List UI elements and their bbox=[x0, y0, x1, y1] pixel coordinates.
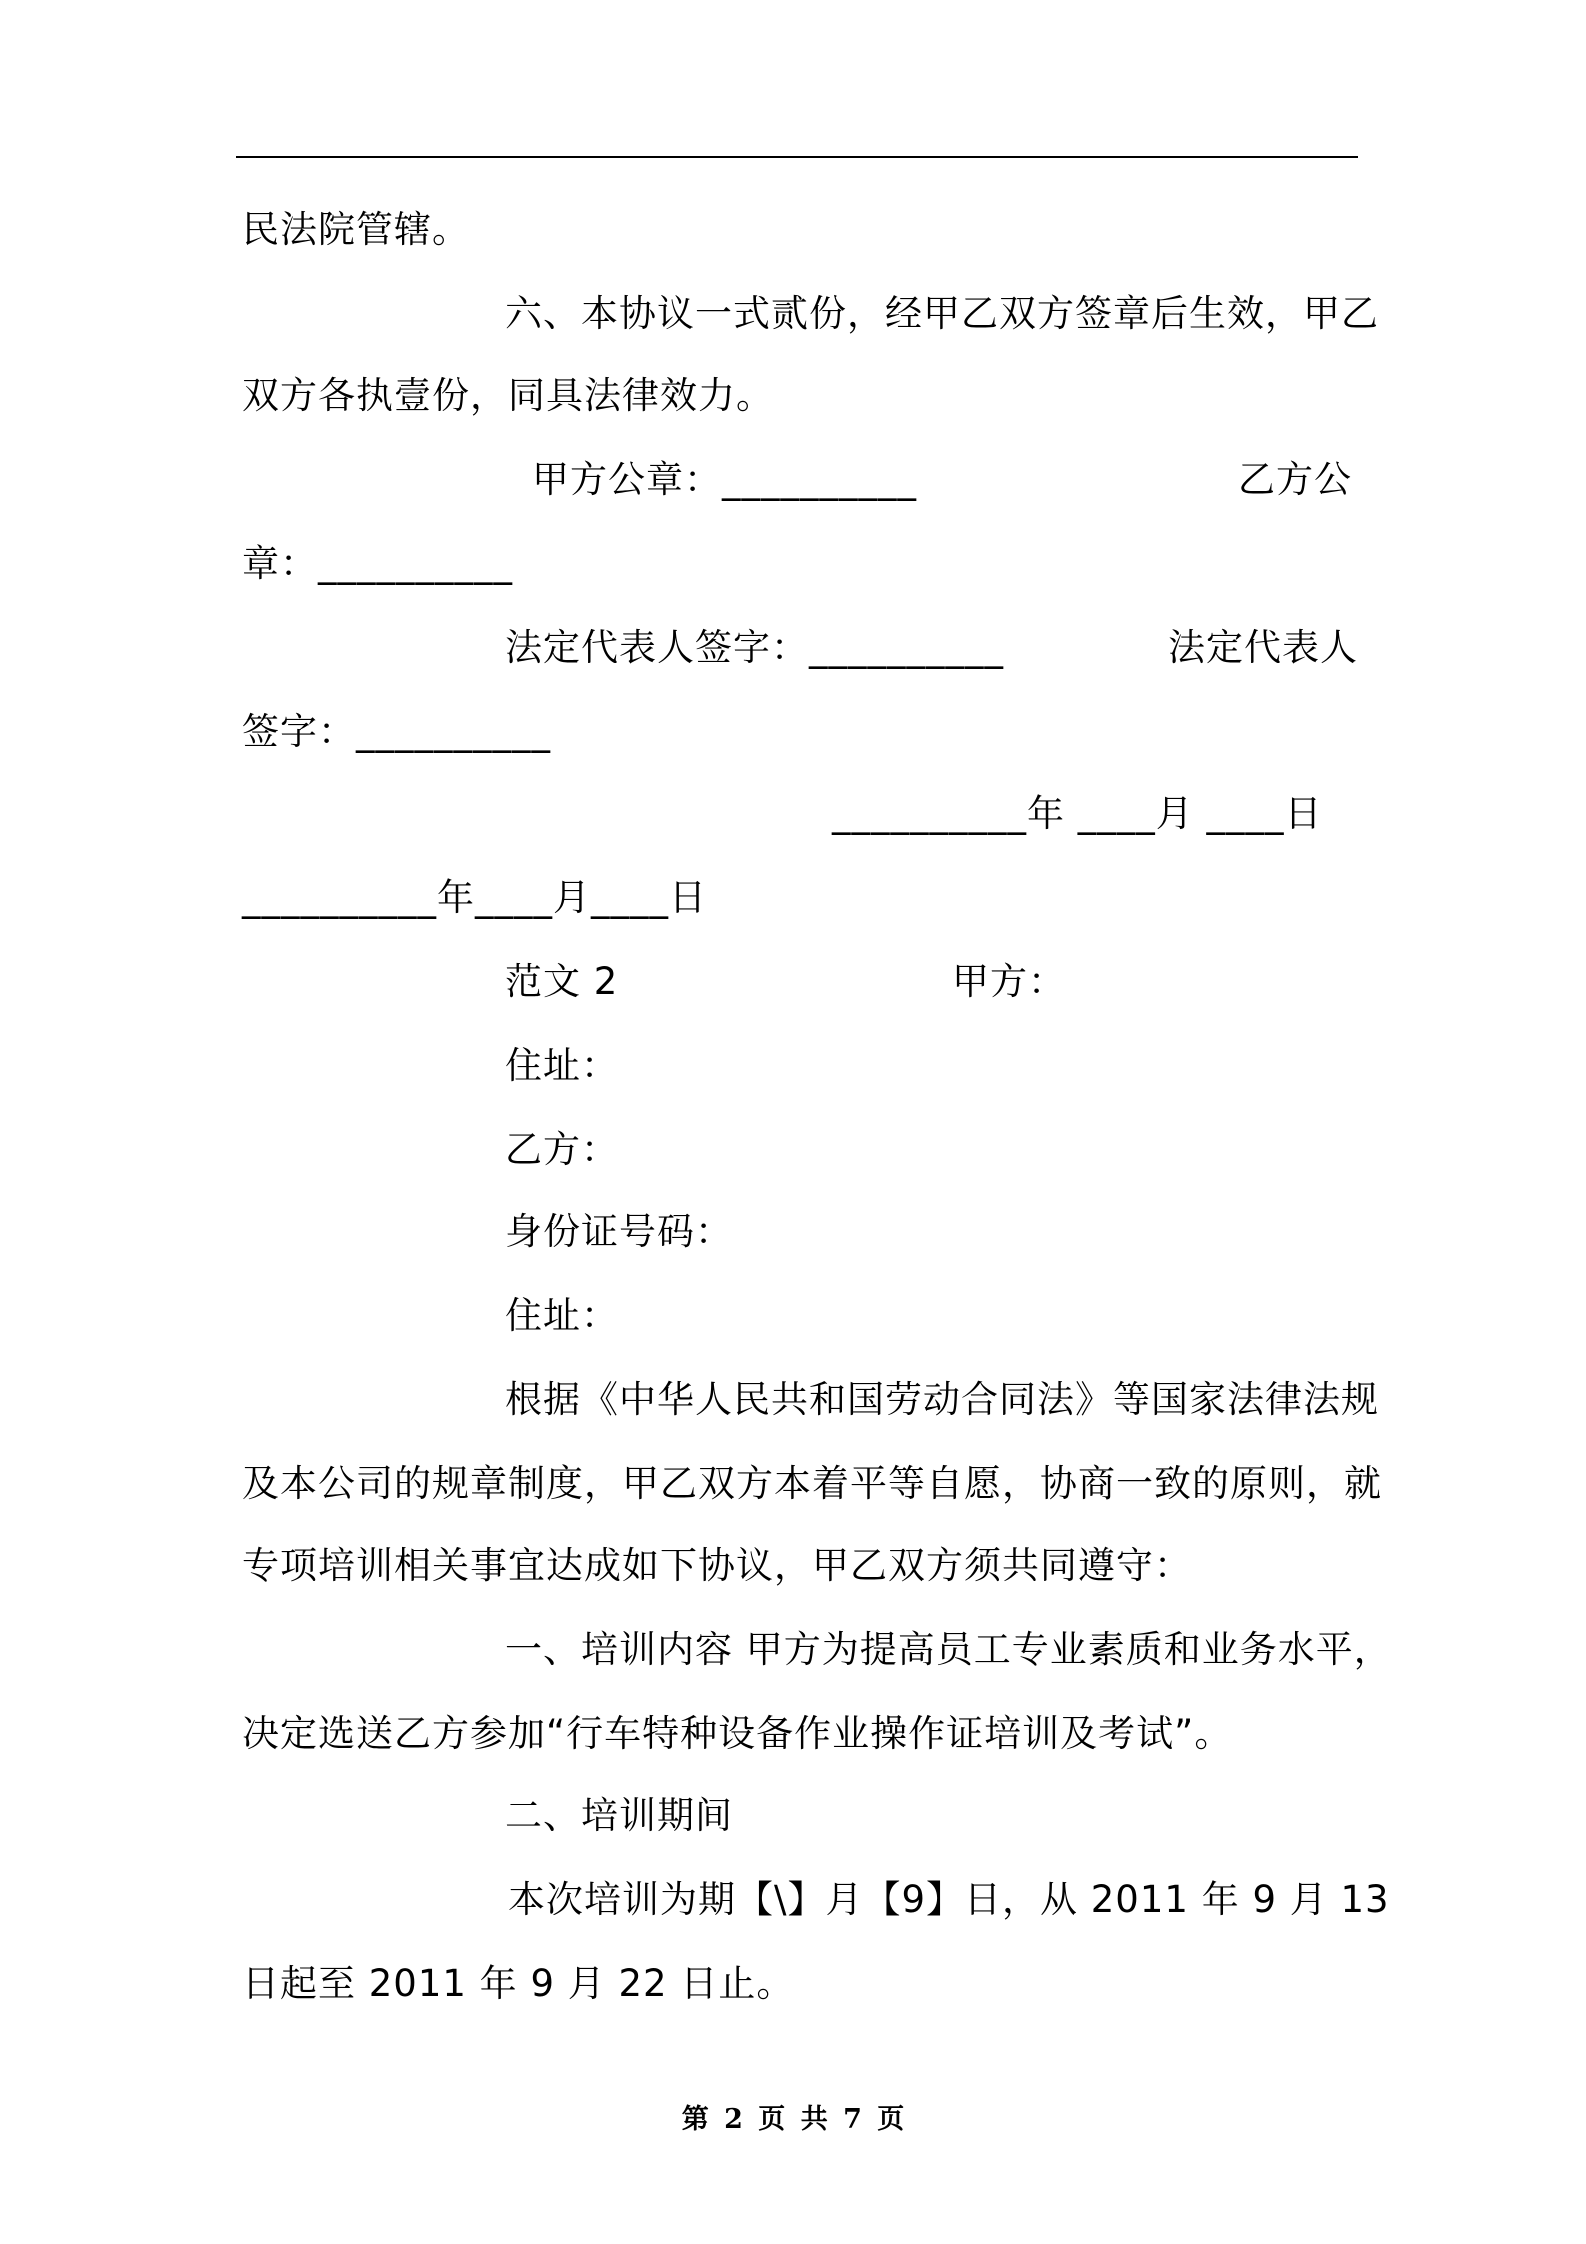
id-number-label: 身份证号码： bbox=[505, 1210, 733, 1253]
text-line: 章：__________ bbox=[242, 542, 513, 585]
text-line: 及本公司的规章制度，甲乙双方本着平等自愿，协商一致的原则，就 bbox=[242, 1462, 1382, 1505]
address-label: 住址： bbox=[505, 1294, 619, 1337]
text-line: 民法院管辖。 bbox=[242, 208, 470, 251]
text-line: 根据《中华人民共和国劳动合同法》等国家法律法规 bbox=[505, 1378, 1379, 1421]
text-line: 专项培训相关事宜达成如下协议，甲乙双方须共同遵守： bbox=[242, 1544, 1192, 1587]
party-b-label: 乙方： bbox=[505, 1128, 619, 1171]
party-b-seal-label: 乙方公 bbox=[1238, 458, 1352, 501]
party-b-signature-label: 法定代表人 bbox=[1168, 626, 1358, 669]
text-line: 一、培训内容 甲方为提高员工专业素质和业务水平， bbox=[505, 1628, 1392, 1671]
text-line: 双方各执壹份，同具法律效力。 bbox=[242, 374, 774, 417]
header-rule bbox=[236, 156, 1358, 158]
date-line: __________年 ____月 ____日 bbox=[832, 792, 1323, 835]
page-number-footer: 第 2 页 共 7 页 bbox=[681, 2104, 905, 2135]
party-a-seal-label: 甲方公章：__________ bbox=[532, 458, 917, 501]
text-line: 决定选送乙方参加“行车特种设备作业操作证培训及考试”。 bbox=[242, 1712, 1233, 1755]
text-line: 日起至 2011 年 9 月 22 日止。 bbox=[242, 1962, 795, 2005]
party-a-signature-label: 法定代表人签字：__________ bbox=[505, 626, 1004, 669]
party-a-label: 甲方： bbox=[952, 960, 1066, 1003]
date-line: __________年____月____日 bbox=[242, 876, 707, 919]
text-line: 签字：__________ bbox=[242, 710, 551, 753]
text-line: 六、本协议一式贰份，经甲乙双方签章后生效，甲乙 bbox=[505, 292, 1379, 335]
text-line: 本次培训为期【\】月【9】日，从 2011 年 9 月 13 bbox=[508, 1878, 1390, 1921]
sample-heading: 范文 2 bbox=[505, 960, 619, 1003]
address-label: 住址： bbox=[505, 1044, 619, 1087]
section-heading: 二、培训期间 bbox=[505, 1794, 733, 1837]
